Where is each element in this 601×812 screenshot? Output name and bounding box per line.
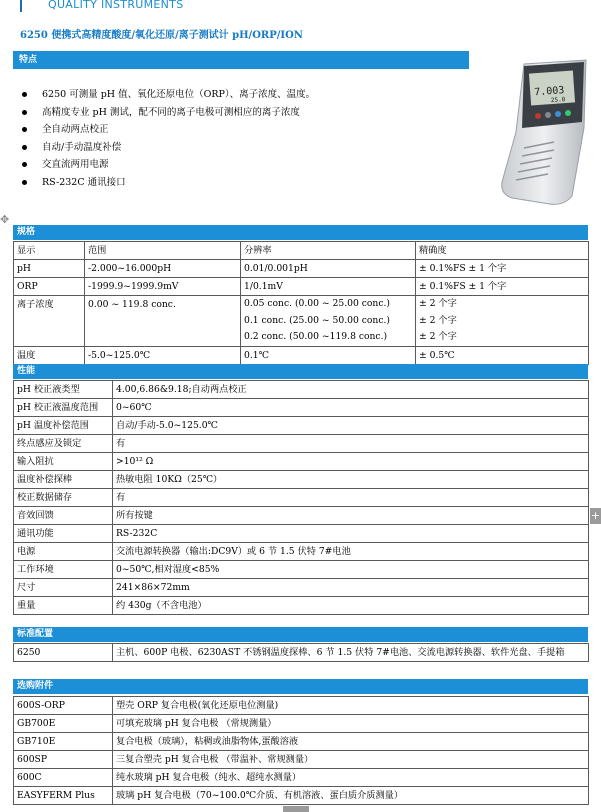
table-row bbox=[14, 435, 589, 453]
feature-item: 交直流两用电源 bbox=[22, 156, 315, 174]
header-accent-bar bbox=[20, 0, 22, 12]
perf-key: 尺寸 bbox=[14, 579, 113, 597]
spec-resolution: 0.1℃ bbox=[241, 346, 416, 364]
resolution-line: 0.2 conc. (50.00 ~119.8 conc.) bbox=[244, 331, 388, 342]
table-row bbox=[14, 733, 589, 751]
device-display: 7.003 bbox=[533, 85, 565, 99]
perf-key: 终点感应及锁定 bbox=[14, 435, 113, 453]
spec-resolution bbox=[241, 296, 416, 347]
spec-header-cell: 分辨率 bbox=[241, 242, 416, 260]
brand-banner: QUALITY INSTRUMENTS bbox=[48, 0, 184, 11]
table-row bbox=[14, 579, 589, 597]
table-row bbox=[14, 697, 589, 715]
table-row bbox=[14, 525, 589, 543]
perf-key: 通讯功能 bbox=[14, 525, 113, 543]
spec-accuracy: ± 0.5℃ bbox=[416, 346, 589, 364]
spec-resolution: 0.01/0.001pH bbox=[241, 260, 416, 278]
optional-table bbox=[13, 696, 589, 805]
opt-key: GB700E bbox=[14, 715, 113, 733]
feature-item: 6250 可测量 pH 值、氧化还原电位（ORP）、离子浓度、温度。 bbox=[22, 86, 315, 104]
spec-accuracy: ± 0.1%FS ± 1 个字 bbox=[416, 260, 589, 278]
spec-name: pH bbox=[14, 260, 85, 278]
opt-value: 可填充玻璃 pH 复合电极 （常规测量） bbox=[113, 715, 589, 733]
specs-heading: 规格 bbox=[13, 225, 588, 240]
perf-value: 0~60℃ bbox=[113, 399, 589, 417]
feature-item: RS-232C 通讯接口 bbox=[22, 174, 315, 192]
specs-header-row bbox=[14, 242, 589, 260]
perf-value: 热敏电阻 10KΩ（25℃） bbox=[113, 471, 589, 489]
perf-key: 输入阻抗 bbox=[14, 453, 113, 471]
standard-table bbox=[13, 643, 589, 662]
perf-key: pH 温度补偿范围 bbox=[14, 417, 113, 435]
table-row bbox=[14, 543, 589, 561]
opt-key: GB710E bbox=[14, 733, 113, 751]
performance-table bbox=[13, 380, 589, 615]
std-key: 6250 bbox=[14, 644, 113, 662]
perf-value: 241×86×72mm bbox=[113, 579, 589, 597]
opt-key: 600SP bbox=[14, 751, 113, 769]
perf-value: 约 430g（不含电池） bbox=[113, 597, 589, 615]
table-row bbox=[14, 751, 589, 769]
table-row bbox=[14, 597, 589, 615]
spec-range: 0.00 ~ 119.8 conc. bbox=[85, 296, 241, 347]
table-row bbox=[14, 561, 589, 579]
opt-value: 纯水玻璃 pH 复合电极（纯水、超纯水测量） bbox=[113, 769, 589, 787]
feature-item: 全自动两点校正 bbox=[22, 121, 315, 139]
table-row bbox=[14, 644, 589, 662]
table-row bbox=[14, 346, 589, 364]
std-value: 主机、600P 电极、6230AST 不锈钢温度探棒、6 节 1.5 伏特 7#电池、交流电源转换器、软件光盘、手提箱 bbox=[113, 644, 589, 662]
page-title: 6250 便携式高精度酸度/氧化还原/离子测试计 pH/ORP/ION bbox=[20, 30, 303, 41]
table-row bbox=[14, 507, 589, 525]
performance-heading: 性能 bbox=[13, 364, 588, 379]
table-row bbox=[14, 381, 589, 399]
opt-value: 复合电极（玻璃），粘稠或油脂物体,蛋酸溶液 bbox=[113, 733, 589, 751]
features-list bbox=[22, 86, 315, 191]
device-display-2: 25.0 bbox=[550, 96, 566, 105]
spec-range: -1999.9~1999.9mV bbox=[85, 278, 241, 296]
spec-header-cell: 显示 bbox=[14, 242, 85, 260]
perf-value: 自动/手动-5.0~125.0℃ bbox=[113, 417, 589, 435]
move-handle-icon[interactable]: ✥ bbox=[0, 213, 10, 226]
table-row bbox=[14, 399, 589, 417]
table-row bbox=[14, 715, 589, 733]
spec-resolution: 1/0.1mV bbox=[241, 278, 416, 296]
table-row bbox=[14, 260, 589, 278]
table-row bbox=[14, 296, 589, 347]
perf-key: pH 校正液温度范围 bbox=[14, 399, 113, 417]
accuracy-line: ± 2 个字 bbox=[419, 298, 457, 309]
ph-meter-image bbox=[494, 58, 590, 208]
perf-value: RS-232C bbox=[113, 525, 589, 543]
spec-accuracy bbox=[416, 296, 589, 347]
perf-value: 有 bbox=[113, 435, 589, 453]
feature-item: 自动/手动温度补偿 bbox=[22, 139, 315, 157]
perf-value: 有 bbox=[113, 489, 589, 507]
perf-value: 所有按键 bbox=[113, 507, 589, 525]
table-row bbox=[14, 417, 589, 435]
opt-key: 600S-ORP bbox=[14, 697, 113, 715]
table-row bbox=[14, 471, 589, 489]
resolution-line: 0.05 conc. (0.00 ~ 25.00 conc.) bbox=[244, 298, 391, 309]
spec-range: -5.0~125.0℃ bbox=[85, 346, 241, 364]
table-row bbox=[14, 278, 589, 296]
spec-header-cell: 范围 bbox=[85, 242, 241, 260]
perf-key: 校正数据储存 bbox=[14, 489, 113, 507]
perf-key: pH 校正液类型 bbox=[14, 381, 113, 399]
perf-key: 工作环境 bbox=[14, 561, 113, 579]
perf-value: 4.00,6.86&9.18;自动两点校正 bbox=[113, 381, 589, 399]
perf-value: >10¹² Ω bbox=[113, 453, 589, 471]
page-scroll-handle[interactable] bbox=[283, 806, 309, 812]
standard-heading: 标准配置 bbox=[13, 627, 588, 642]
resolution-line: 0.1 conc. (25.00 ~ 50.00 conc.) bbox=[244, 314, 391, 326]
spec-name: 温度 bbox=[14, 346, 85, 364]
expand-plus-icon[interactable]: + bbox=[590, 509, 601, 522]
opt-key: EASYFERM Plus bbox=[14, 787, 113, 805]
perf-value: 0~50℃,相对湿度<85% bbox=[113, 561, 589, 579]
specs-table bbox=[13, 241, 589, 365]
opt-value: 玻璃 pH 复合电极（70~100.0℃介质、有机溶液、蛋白质介质测量） bbox=[113, 787, 589, 805]
opt-value: 塑壳 ORP 复合电极(氧化还原电位测量) bbox=[113, 697, 589, 715]
spec-name: ORP bbox=[14, 278, 85, 296]
accuracy-line: ± 2 个字 bbox=[419, 331, 457, 342]
perf-key: 音效回馈 bbox=[14, 507, 113, 525]
features-heading: 特点 bbox=[13, 51, 469, 69]
spec-range: -2.000~16.000pH bbox=[85, 260, 241, 278]
perf-key: 电源 bbox=[14, 543, 113, 561]
perf-key: 重量 bbox=[14, 597, 113, 615]
optional-heading: 选购附件 bbox=[13, 679, 588, 694]
opt-value: 三复合塑壳 pH 复合电极 （带温补、常规测量） bbox=[113, 751, 589, 769]
perf-value: 交流电源转换器（输出:DC9V）或 6 节 1.5 伏特 7#电池 bbox=[113, 543, 589, 561]
table-row bbox=[14, 769, 589, 787]
spec-accuracy: ± 0.1%FS ± 1 个字 bbox=[416, 278, 589, 296]
table-row bbox=[14, 453, 589, 471]
opt-key: 600C bbox=[14, 769, 113, 787]
feature-item: 高精度专业 pH 测试，配不同的离子电极可测相应的离子浓度 bbox=[22, 104, 315, 122]
spec-name: 离子浓度 bbox=[14, 296, 85, 347]
table-row bbox=[14, 787, 589, 805]
table-row bbox=[14, 489, 589, 507]
spec-header-cell: 精确度 bbox=[416, 242, 589, 260]
accuracy-line: ± 2 个字 bbox=[419, 314, 457, 326]
perf-key: 温度补偿探棒 bbox=[14, 471, 113, 489]
